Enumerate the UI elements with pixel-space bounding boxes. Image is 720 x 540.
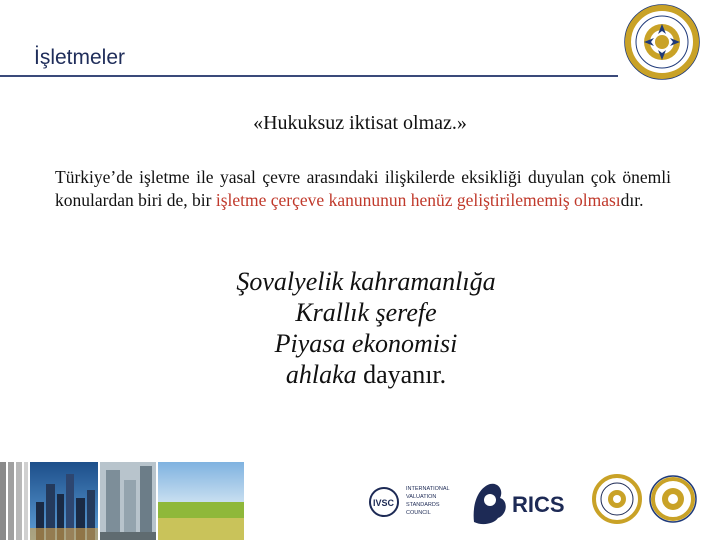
footer-banner [0,462,720,540]
ivsc-line-1: INTERNATIONAL [406,486,450,492]
paragraph-text: Türkiye’de işletme ile yasal çevre arasındaki ilişkilerde eksikliği duyulan çok önemli konulardan biri de, bir [55,167,671,210]
ivsc-line-4: COUNCIL [406,510,431,516]
footer-stripe [16,462,22,540]
skyscraper-photo [100,462,156,540]
poem-line-4 [0,359,720,390]
ankara-university-small-seal-logo [648,464,698,534]
paragraph-highlight: işletme çerçeve kanununun henüz geliştirilememiş olması [215,190,621,210]
poem-line-4-italic: ahlaka [285,360,357,389]
ivsc-line-3: STANDARDS [406,502,440,508]
poem-line-2: Krallık şerefe [295,298,437,327]
poem-line-4-rest: dayanır. [356,360,447,389]
rics-label: RICS [512,492,565,517]
paragraph-text-end: dır. [620,190,644,210]
footer-stripe [8,462,14,540]
city-night-photo [30,462,98,540]
ivsc-acronym: IVSC [373,498,395,508]
rics-logo [468,474,578,530]
poem-line-1: Şovalyelik kahramanlığa [236,267,496,296]
ankara-university-seal-logo [624,4,700,80]
ivsc-line-2: VALUATION [406,494,437,500]
poem-block [0,266,720,390]
quote-heading: «Hukuksuz iktisat olmaz.» [253,112,467,134]
faculty-seal-logo [592,466,642,532]
page-title: İşletmeler [34,46,126,69]
header-divider [0,75,618,77]
footer-stripe [0,462,6,540]
ivsc-logo [368,466,458,536]
body-paragraph [55,166,671,212]
footer-stripe [24,462,28,540]
green-field-photo [158,462,244,540]
poem-line-3: Piyasa ekonomisi [274,329,458,358]
